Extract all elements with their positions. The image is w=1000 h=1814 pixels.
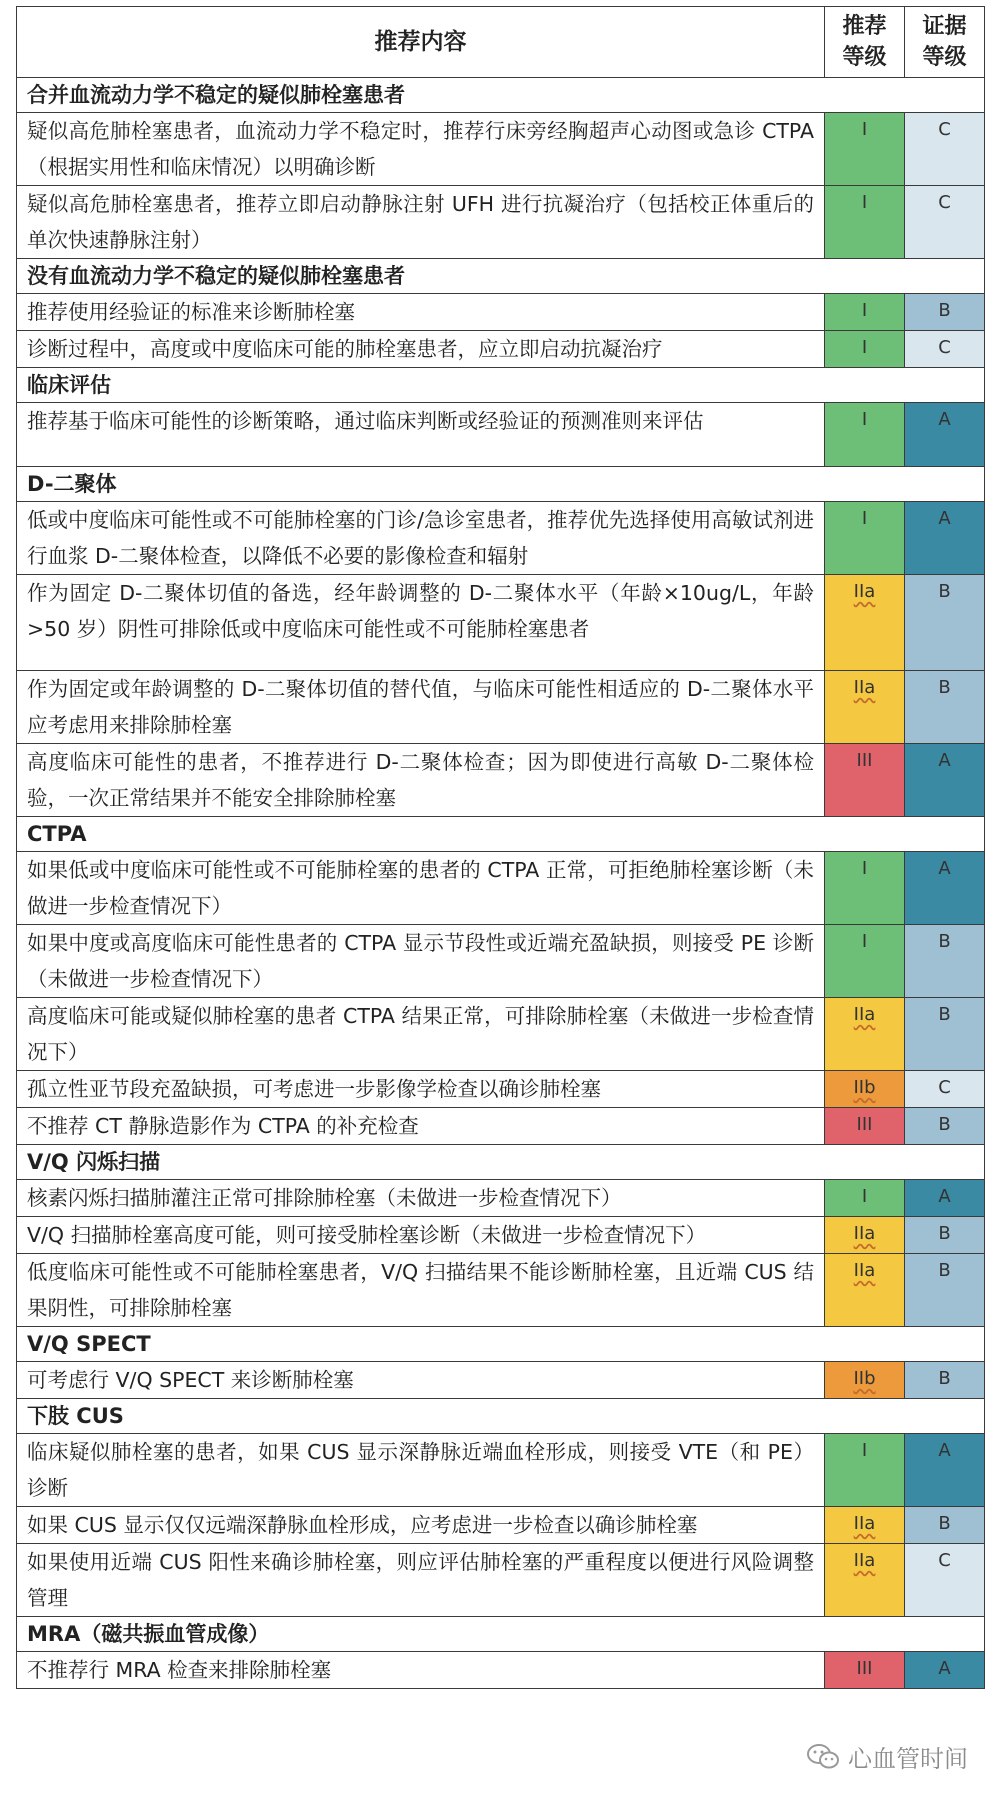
section-title: 合并血流动力学不稳定的疑似肺栓塞患者: [17, 78, 985, 113]
recommendation-text: 作为固定或年龄调整的 D-二聚体切值的替代值，与临床可能性相适应的 D-二聚体水平应考虑用来排除肺栓塞: [17, 671, 825, 744]
evidence-grade: B: [905, 1108, 985, 1145]
table-row: [17, 1217, 985, 1254]
recommendation-grade-label: I: [861, 300, 868, 321]
recommendation-grade-label: IIa: [853, 1260, 876, 1281]
evidence-grade: A: [905, 1652, 985, 1689]
recommendation-grade: [825, 186, 905, 259]
recommendation-table: [16, 6, 985, 1689]
recommendation-grade-label: IIb: [853, 1077, 876, 1098]
evidence-grade: C: [905, 186, 985, 259]
evidence-grade: B: [905, 1217, 985, 1254]
recommendation-grade: [825, 1108, 905, 1145]
table-row: [17, 1362, 985, 1399]
recommendation-grade-label: IIa: [853, 1004, 876, 1025]
recommendation-table-wrapper: [16, 6, 984, 1689]
recommendation-grade: [825, 744, 905, 817]
table-row: [17, 1434, 985, 1507]
section-header-row: [17, 1145, 985, 1180]
section-header-row: [17, 259, 985, 294]
recommendation-text: 如果中度或高度临床可能性患者的 CTPA 显示节段性或近端充盈缺损，则接受 PE 诊断（未做进一步检查情况下）: [17, 925, 825, 998]
evidence-grade: A: [905, 1180, 985, 1217]
evidence-grade: A: [905, 403, 985, 467]
header-row: [17, 7, 985, 78]
recommendation-text: 如果使用近端 CUS 阳性来确诊肺栓塞，则应评估肺栓塞的严重程度以便进行风险调整管理: [17, 1544, 825, 1617]
table-row: [17, 575, 985, 671]
table-row: [17, 502, 985, 575]
evidence-grade: B: [905, 1254, 985, 1327]
recommendation-text: 可考虑行 V/Q SPECT 来诊断肺栓塞: [17, 1362, 825, 1399]
recommendation-text: 低度临床可能性或不可能肺栓塞患者，V/Q 扫描结果不能诊断肺栓塞，且近端 CUS 结果阴性，可排除肺栓塞: [17, 1254, 825, 1327]
section-title: CTPA: [17, 817, 985, 852]
table-row: [17, 1254, 985, 1327]
recommendation-grade: [825, 331, 905, 368]
section-header-row: [17, 467, 985, 502]
header-rec-grade-label: 推荐 等级: [842, 14, 887, 70]
recommendation-text: 作为固定 D-二聚体切值的备选，经年龄调整的 D-二聚体水平（年龄×10ug/L，年龄>50 岁）阴性可排除低或中度临床可能性或不可能肺栓塞患者: [17, 575, 825, 671]
recommendation-grade: [825, 852, 905, 925]
recommendation-grade: [825, 1434, 905, 1507]
table-row: [17, 113, 985, 186]
recommendation-grade: [825, 294, 905, 331]
section-header-row: [17, 1617, 985, 1652]
table-row: [17, 744, 985, 817]
section-title: V/Q 闪烁扫描: [17, 1145, 985, 1180]
evidence-grade: B: [905, 575, 985, 671]
section-title: 下肢 CUS: [17, 1399, 985, 1434]
recommendation-grade-label: III: [856, 1658, 873, 1679]
section-title: V/Q SPECT: [17, 1327, 985, 1362]
recommendation-grade: [825, 575, 905, 671]
wechat-icon: [806, 1743, 840, 1771]
recommendation-grade: [825, 1217, 905, 1254]
recommendation-grade-label: I: [861, 1186, 868, 1207]
section-title: 临床评估: [17, 368, 985, 403]
section-header-row: [17, 1327, 985, 1362]
recommendation-text: 低或中度临床可能性或不可能肺栓塞的门诊/急诊室患者，推荐优先选择使用高敏试剂进行血浆 D-二聚体检查，以降低不必要的影像检查和辐射: [17, 502, 825, 575]
table-body: [17, 78, 985, 1689]
evidence-grade: B: [905, 1362, 985, 1399]
recommendation-text: 推荐使用经验证的标准来诊断肺栓塞: [17, 294, 825, 331]
section-title: D-二聚体: [17, 467, 985, 502]
recommendation-grade-label: I: [861, 931, 868, 952]
recommendation-grade: [825, 998, 905, 1071]
recommendation-grade: [825, 671, 905, 744]
evidence-grade: C: [905, 1071, 985, 1108]
recommendation-grade-label: I: [861, 508, 868, 529]
header-evi-grade-label: 证据 等级: [922, 14, 967, 70]
recommendation-grade: [825, 502, 905, 575]
recommendation-grade-label: IIa: [853, 581, 876, 602]
recommendation-text: 不推荐 CT 静脉造影作为 CTPA 的补充检查: [17, 1108, 825, 1145]
table-row: [17, 1652, 985, 1689]
recommendation-grade-label: I: [861, 192, 868, 213]
recommendation-grade: [825, 403, 905, 467]
table-row: [17, 1507, 985, 1544]
recommendation-text: 孤立性亚节段充盈缺损，可考虑进一步影像学检查以确诊肺栓塞: [17, 1071, 825, 1108]
recommendation-text: 疑似高危肺栓塞患者，推荐立即启动静脉注射 UFH 进行抗凝治疗（包括校正体重后的单次快速静脉注射）: [17, 186, 825, 259]
evidence-grade: A: [905, 744, 985, 817]
recommendation-text: 核素闪烁扫描肺灌注正常可排除肺栓塞（未做进一步检查情况下）: [17, 1180, 825, 1217]
recommendation-grade-label: I: [861, 119, 868, 140]
evidence-grade: C: [905, 331, 985, 368]
section-title: 没有血流动力学不稳定的疑似肺栓塞患者: [17, 259, 985, 294]
recommendation-grade: [825, 1362, 905, 1399]
table-row: [17, 671, 985, 744]
recommendation-text: 推荐基于临床可能性的诊断策略，通过临床判断或经验证的预测准则来评估: [17, 403, 825, 467]
recommendation-text: 高度临床可能或疑似肺栓塞的患者 CTPA 结果正常，可排除肺栓塞（未做进一步检查情况下）: [17, 998, 825, 1071]
recommendation-text: 疑似高危肺栓塞患者，血流动力学不稳定时，推荐行床旁经胸超声心动图或急诊 CTPA（根据实用性和临床情况）以明确诊断: [17, 113, 825, 186]
watermark: [806, 1739, 968, 1774]
table-row: [17, 403, 985, 467]
recommendation-grade-label: I: [861, 858, 868, 879]
evidence-grade: B: [905, 925, 985, 998]
recommendation-grade: [825, 1254, 905, 1327]
recommendation-grade-label: I: [861, 337, 868, 358]
recommendation-grade: [825, 1544, 905, 1617]
recommendation-text: 如果低或中度临床可能性或不可能肺栓塞的患者的 CTPA 正常，可拒绝肺栓塞诊断（未做进一步检查情况下）: [17, 852, 825, 925]
recommendation-text: 如果 CUS 显示仅仅远端深静脉血栓形成，应考虑进一步检查以确诊肺栓塞: [17, 1507, 825, 1544]
recommendation-grade-label: IIa: [853, 1550, 876, 1571]
table-row: [17, 1544, 985, 1617]
recommendation-grade-label: III: [856, 1114, 873, 1135]
table-row: [17, 1108, 985, 1145]
recommendation-grade-label: I: [861, 1440, 868, 1461]
section-header-row: [17, 817, 985, 852]
recommendation-text: 高度临床可能性的患者，不推荐进行 D-二聚体检查；因为即使进行高敏 D-二聚体检验，一次正常结果并不能安全排除肺栓塞: [17, 744, 825, 817]
recommendation-grade: [825, 1180, 905, 1217]
recommendation-grade-label: IIa: [853, 677, 876, 698]
recommendation-text: V/Q 扫描肺栓塞高度可能，则可接受肺栓塞诊断（未做进一步检查情况下）: [17, 1217, 825, 1254]
header-evi-grade: [905, 7, 985, 78]
table-row: [17, 331, 985, 368]
recommendation-grade: [825, 925, 905, 998]
evidence-grade: B: [905, 1507, 985, 1544]
recommendation-text: 不推荐行 MRA 检查来排除肺栓塞: [17, 1652, 825, 1689]
table-row: [17, 1071, 985, 1108]
recommendation-grade-label: IIa: [853, 1223, 876, 1244]
evidence-grade: A: [905, 1434, 985, 1507]
evidence-grade: C: [905, 1544, 985, 1617]
table-row: [17, 1180, 985, 1217]
table-row: [17, 925, 985, 998]
recommendation-grade-label: IIa: [853, 1513, 876, 1534]
recommendation-text: 临床疑似肺栓塞的患者，如果 CUS 显示深静脉近端血栓形成，则接受 VTE（和 PE）诊断: [17, 1434, 825, 1507]
recommendation-grade-label: IIb: [853, 1368, 876, 1389]
header-rec-grade: [825, 7, 905, 78]
recommendation-text: 诊断过程中，高度或中度临床可能的肺栓塞患者，应立即启动抗凝治疗: [17, 331, 825, 368]
table-row: [17, 294, 985, 331]
table-row: [17, 998, 985, 1071]
recommendation-grade-label: I: [861, 409, 868, 430]
section-header-row: [17, 368, 985, 403]
watermark-text: 心血管时间: [848, 1745, 968, 1773]
evidence-grade: A: [905, 852, 985, 925]
recommendation-grade-label: III: [856, 750, 873, 771]
section-header-row: [17, 1399, 985, 1434]
recommendation-grade: [825, 1652, 905, 1689]
evidence-grade: B: [905, 294, 985, 331]
evidence-grade: B: [905, 998, 985, 1071]
header-content: 推荐内容: [17, 7, 825, 78]
recommendation-grade: [825, 113, 905, 186]
table-row: [17, 186, 985, 259]
evidence-grade: A: [905, 502, 985, 575]
recommendation-grade: [825, 1071, 905, 1108]
table-row: [17, 852, 985, 925]
evidence-grade: C: [905, 113, 985, 186]
section-title: MRA（磁共振血管成像）: [17, 1617, 985, 1652]
evidence-grade: B: [905, 671, 985, 744]
section-header-row: [17, 78, 985, 113]
recommendation-grade: [825, 1507, 905, 1544]
